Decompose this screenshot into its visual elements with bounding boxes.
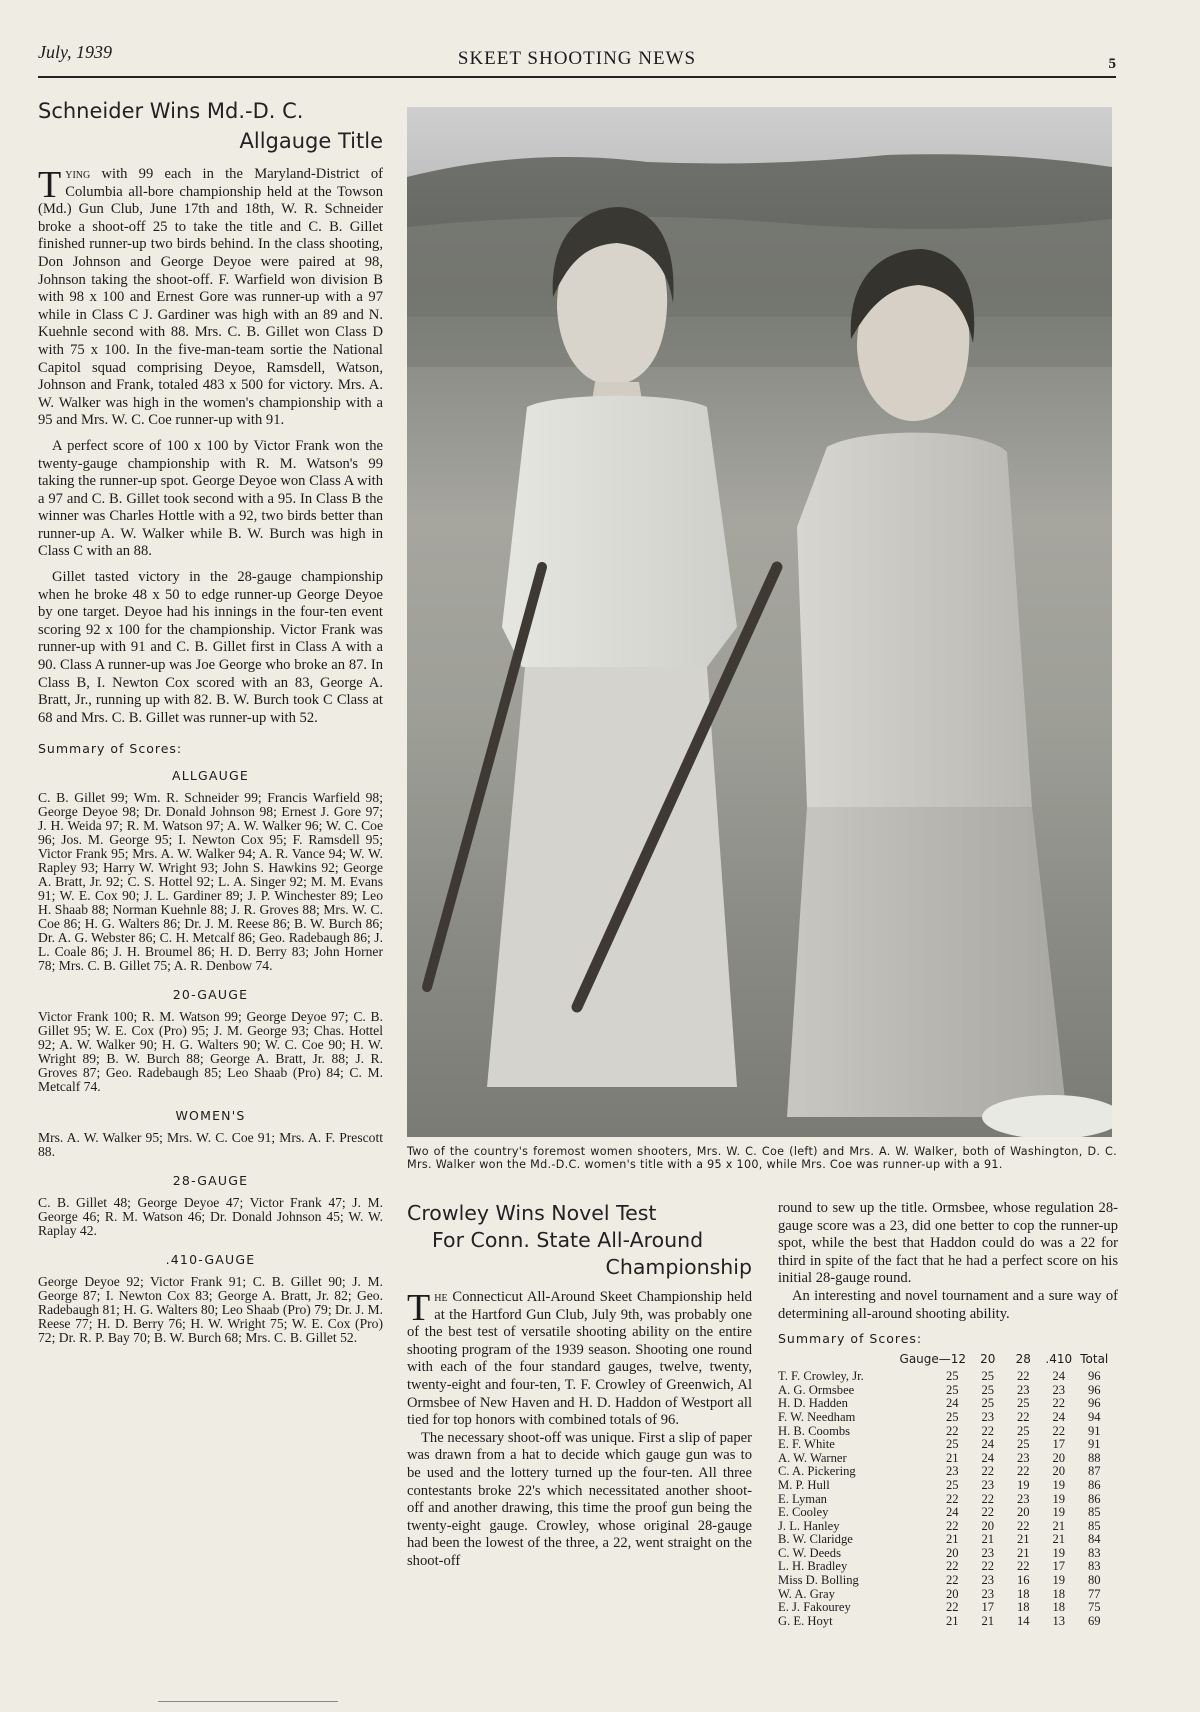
score-cell: 86 (1087, 1477, 1101, 1492)
score-cell: 69 (1087, 1613, 1101, 1628)
score-cell: 24 (981, 1450, 995, 1465)
score-cell: 18 (1016, 1600, 1030, 1615)
column-header-gauge-12: Gauge—12 (899, 1352, 967, 1367)
score-cell: 84 (1087, 1532, 1101, 1547)
score-cell: 20 (1016, 1505, 1030, 1520)
score-cell: 25 (946, 1409, 959, 1424)
score-cell: 24 (1052, 1369, 1066, 1384)
score-cell: 86 (1087, 1491, 1101, 1506)
score-cell: 21 (946, 1450, 959, 1465)
shooter-name: E. Lyman (778, 1491, 827, 1506)
article-crowley-continued (778, 1200, 1118, 1628)
score-cell: 23 (1016, 1450, 1030, 1465)
score-cell: 91 (1087, 1423, 1101, 1438)
score-cell: 22 (981, 1559, 995, 1574)
score-cell: 22 (981, 1464, 995, 1479)
score-cell: 20 (1052, 1450, 1066, 1465)
column-header-28: 28 (1015, 1352, 1031, 1367)
score-cell: 85 (1087, 1518, 1101, 1533)
table-row (778, 1601, 1112, 1615)
article-title-line-1: Crowley Wins Novel Test (407, 1201, 657, 1225)
score-cell: 88 (1087, 1450, 1101, 1465)
table-row (778, 1615, 1112, 1629)
article-body (407, 1289, 752, 1571)
table-row (778, 1425, 1112, 1439)
column-header-20: 20 (980, 1352, 996, 1367)
table-row (778, 1493, 1112, 1507)
paragraph: Gillet tasted victory in the 28-gauge championship when he broke 48 x 50 to edge runner-up George Deyoe by one target. Deyoe had his innings in the four-ten event scoring 92 x 100 for the championship. Victor Frank was runner-up with 91 and C. B. Gillet first in Class A with a 90. Class A runner-up was Joe George who broke an 87. In Class B, I. Newton Cox scored with an 83, George A. Bratt, Jr., running up with 82. B. W. Burch took C Class at 68 and Mrs. C. B. Gillet was runner-up with 52. (38, 569, 383, 726)
womens-scores: Mrs. A. W. Walker 95; Mrs. W. C. Coe 91; Mrs. A. F. Prescott 88. (38, 1130, 383, 1160)
410-gauge-heading: .410-GAUGE (165, 1252, 256, 1268)
score-cell: 25 (981, 1382, 995, 1397)
score-cell: 24 (946, 1396, 959, 1411)
paragraph: round to sew up the title. Ormsbee, whose regulation 28-gauge score was a 23, did one better to cop the runner-up spot, while the best that Haddon could do was a 22 for third in spite of the fact that he had a perfect score on his initial 28-gauge round. (778, 1200, 1118, 1287)
score-cell: 22 (1016, 1518, 1030, 1533)
score-cell: 25 (1016, 1423, 1030, 1438)
summary-heading: Summary of Scores: (778, 1331, 923, 1347)
score-cell: 25 (946, 1437, 959, 1452)
table-row (778, 1574, 1112, 1588)
score-cell: 83 (1087, 1559, 1101, 1574)
score-table-body (778, 1370, 1112, 1628)
table-row (778, 1560, 1112, 1574)
shooter-name: J. L. Hanley (778, 1518, 840, 1533)
score-cell: 25 (1016, 1437, 1030, 1452)
shooter-name: A. W. Warner (778, 1450, 847, 1465)
score-cell: 19 (1052, 1491, 1066, 1506)
score-cell: 25 (946, 1369, 959, 1384)
410-gauge-scores: George Deyoe 92; Victor Frank 91; C. B. Gillet 90; J. M. George 87; I. Newton Cox 83; George A. Bratt, Jr. 82; Geo. Radebaugh 81; H. G. Walters 80; Leo Shaab (Pro) 79; Dr. J. M. Reese 77; H. D. Berry 76; H. W. Wright 75; W. E. Cox (Pro) 72; Dr. R. P. Bay 70; B. W. Burch 68; Mrs. C. B. Gillet 52. (38, 1274, 383, 1346)
score-cell: 80 (1087, 1573, 1101, 1588)
article-title-line-2: For Conn. State All-Around (432, 1228, 704, 1252)
shooter-name: H. B. Coombs (778, 1423, 851, 1438)
table-row (778, 1479, 1112, 1493)
paragraph: The Connecticut All-Around Skeet Championship held at the Hartford Gun Club, July 9th, was probably one of the best test of versatile shooting ability on the entire shooting program of the 1939 season. Shooting one round with each of the four standard gauges, twelve, twenty, twenty-eight and four-ten, T. F. Crowley of Greenwich, Al Ormsbee of New Haven and H. D. Haddon of Westport all tied for top honors with combined totals of 96. (407, 1287, 752, 1429)
column-header-total: Total (1080, 1352, 1109, 1367)
score-cell: 23 (1016, 1382, 1030, 1397)
issue-date: July, 1939 (38, 42, 112, 62)
allgauge-scores: C. B. Gillet 99; Wm. R. Schneider 99; Francis Warfield 98; George Deyoe 98; Dr. Donald Johnson 98; Ernest J. Gore 97; J. H. Weida 97; R. M. Watson 97; A. W. Walker 96; W. C. Coe 96; Jos. M. George 95; I. Newton Cox 95; F. Ramsdell 95; Victor Frank 95; Mrs. A. W. Walker 94; A. R. Vance 94; W. W. Rapley 93; Harry W. Wright 93; John S. Hawkins 92; George A. Bratt, Jr. 92; C. S. Hottel 92; L. A. Singer 92; M. M. Evans 91; W. E. Cox 90; J. L. Gardiner 89; J. P. Winchester 89; Leo H. Shaab 88; Norman Kuehnle 88; J. R. Groves 88; Mrs. W. C. Coe 86; H. G. Walters 86; Dr. J. M. Reese 86; B. W. Burch 86; Dr. A. G. Webster 86; C. H. Metcalf 86; Geo. Radebaugh 86; J. L. Coale 86; J. H. Broumel 86; H. D. Berry 83; John Horner 78; Mrs. C. B. Gillet 75; A. R. Denbow 74. (38, 790, 383, 974)
score-cell: 21 (1016, 1532, 1030, 1547)
page-header (38, 40, 1116, 78)
table-row (778, 1384, 1112, 1398)
score-cell: 22 (981, 1423, 995, 1438)
photo-illustration (407, 107, 1112, 1137)
score-cell: 16 (1016, 1573, 1030, 1588)
score-cell: 22 (981, 1505, 995, 1520)
table-row (778, 1370, 1112, 1384)
shooter-name: B. W. Claridge (778, 1532, 853, 1547)
score-cell: 19 (1016, 1477, 1030, 1492)
score-cell: 21 (1052, 1518, 1066, 1533)
table-row (778, 1397, 1112, 1411)
28-gauge-scores: C. B. Gillet 48; George Deyoe 47; Victor Frank 47; J. M. George 46; R. M. Watson 46; Dr. Donald Johnson 45; W. W. Raplay 42. (38, 1195, 383, 1239)
shooter-name: M. P. Hull (778, 1477, 830, 1492)
score-cell: 22 (1016, 1369, 1030, 1384)
shooter-name: Miss D. Bolling (778, 1573, 859, 1588)
score-cell: 22 (1052, 1423, 1066, 1438)
score-cell: 96 (1087, 1369, 1101, 1384)
score-cell: 22 (1052, 1396, 1066, 1411)
shooter-name: E. F. White (778, 1437, 835, 1452)
summary-heading: Summary of Scores: (38, 741, 183, 757)
table-row (778, 1438, 1112, 1452)
article-body (38, 166, 383, 727)
score-cell: 23 (946, 1464, 959, 1479)
shooter-name: G. E. Hoyt (778, 1613, 833, 1628)
paragraph: The necessary shoot-off was unique. First a slip of paper was drawn from a hat to decide which gauge gun was to be used and the lottery turned up the four-ten. All three contestants broke 22's which necessitated another shoot-off and another drawing, this time the proof gun being the twenty-eight gauge. Crowley, whose original 28-gauge had been the lowest of the three, a 22, went straight on the shoot-off (407, 1429, 752, 1569)
score-cell: 83 (1087, 1545, 1101, 1560)
shooter-name: C. A. Pickering (778, 1464, 856, 1479)
score-cell: 19 (1052, 1505, 1066, 1520)
score-cell: 87 (1087, 1464, 1101, 1479)
20-gauge-scores: Victor Frank 100; R. M. Watson 99; George Deyoe 97; C. B. Gillet 95; W. E. Cox (Pro) 95; J. M. George 93; Chas. Hottel 92; A. W. Walker 90; H. G. Walters 90; W. C. Coe 90; H. W. Wright 89; B. W. Burch 88; George A. Bratt, Jr. 88; J. R. Groves 87; Geo. Radebaugh 85; Leo Shaab (Pro) 84; C. M. Metcalf 74. (38, 1009, 383, 1095)
score-cell: 21 (981, 1532, 995, 1547)
shooter-name: C. W. Deeds (778, 1545, 841, 1560)
score-cell: 22 (946, 1423, 959, 1438)
score-cell: 17 (1052, 1559, 1066, 1574)
shooter-name: W. A. Gray (778, 1586, 835, 1601)
score-cell: 25 (981, 1369, 995, 1384)
score-cell: 24 (946, 1505, 959, 1520)
article-schneider (38, 96, 383, 1345)
score-cell: 20 (946, 1545, 959, 1560)
allgauge-heading: ALLGAUGE (171, 768, 250, 784)
paragraph: A perfect score of 100 x 100 by Victor Frank won the twenty-gauge championship with R. M. Watson's 99 taking the runner-up spot. George Deyoe won Class A with a 97 and C. B. Gillet took second with a 95. In Class B the winner was Charles Hottle with a 92, two birds better than runner-up A. W. Walker while B. W. Burch was high in Class C with an 88. (38, 437, 383, 560)
28-gauge-heading: 28-GAUGE (172, 1173, 249, 1189)
score-cell: 24 (981, 1437, 995, 1452)
score-cell: 23 (981, 1409, 995, 1424)
score-cell: 21 (1016, 1545, 1030, 1560)
paragraph: An interesting and novel tournament and a sure way of determining all-around shooting ability. (778, 1287, 1118, 1322)
score-cell: 25 (1016, 1396, 1030, 1411)
score-cell: 91 (1087, 1437, 1101, 1452)
score-cell: 23 (1016, 1491, 1030, 1506)
score-cell: 18 (1016, 1586, 1030, 1601)
score-cell: 25 (946, 1477, 959, 1492)
article-title-line-2: Allgauge Title (239, 129, 383, 153)
score-cell: 23 (981, 1477, 995, 1492)
score-cell: 85 (1087, 1505, 1101, 1520)
20-gauge-heading: 20-GAUGE (172, 987, 249, 1003)
page-number: 5 (1108, 56, 1116, 72)
article-title-line-1: Schneider Wins Md.-D. C. (38, 99, 304, 123)
score-cell: 22 (946, 1491, 959, 1506)
shooter-name: E. J. Fakourey (778, 1600, 851, 1615)
score-cell: 22 (981, 1491, 995, 1506)
shooter-name: E. Cooley (778, 1505, 829, 1520)
score-cell: 22 (946, 1573, 959, 1588)
score-cell: 22 (946, 1518, 959, 1533)
photo-two-women-shooters (407, 107, 1112, 1137)
score-cell: 19 (1052, 1573, 1066, 1588)
column-header-410: .410 (1045, 1352, 1073, 1367)
table-row (778, 1465, 1112, 1479)
score-cell: 22 (946, 1559, 959, 1574)
shooter-name: L. H. Bradley (778, 1559, 848, 1574)
paragraph: Tying with 99 each in the Maryland-District of Columbia all-bore championship held at the Towson (Md.) Gun Club, June 17th and 18th, W. R. Schneider broke a shoot-off 25 to take the title and C. B. Gillet finished runner-up two birds behind. In the class shooting, Don Johnson and George Deyoe were paired at 98, Johnson taking the shoot-off. F. Warfield won division B with 98 x 100 and Ernest Gore was runner-up with a 97 while in Class C J. Gardiner was high with an 89 and N. Kuehnle second with 88. Mrs. C. B. Gillet won Class D with 75 x 100. In the five-man-team sortie the National Capitol squad comprising Deyoe, Ramsdell, Watson, Johnson and Frank, totaled 483 x 500 for victory. Mrs. A. W. Walker was high in the women's championship with a 95 and Mrs. W. C. Coe runner-up with 91. (38, 164, 383, 429)
article-body-continued (778, 1200, 1118, 1323)
table-row (778, 1533, 1112, 1547)
score-cell: 22 (1016, 1464, 1030, 1479)
shooter-name: T. F. Crowley, Jr. (778, 1369, 864, 1384)
shooter-name: A. G. Ormsbee (778, 1382, 855, 1397)
score-cell: 77 (1087, 1586, 1101, 1601)
article-title (407, 1200, 752, 1281)
photo-caption: Two of the country's foremost women shooters, Mrs. W. C. Coe (left) and Mrs. A. W. Walker, both of Washington, D. C. Mrs. Walker won the Md.-D.C. women's title with a 95 x 100, while Mrs. Coe was runner-up with a 91. (407, 1145, 1117, 1171)
score-cell: 75 (1087, 1600, 1101, 1615)
article-title (38, 96, 383, 156)
shooter-name: F. W. Needham (778, 1409, 856, 1424)
table-row (778, 1452, 1112, 1466)
article-title-line-3: Championship (605, 1255, 752, 1279)
score-table-header-row (778, 1350, 1112, 1370)
score-cell: 19 (1052, 1477, 1066, 1492)
score-cell: 23 (981, 1545, 995, 1560)
score-cell: 21 (946, 1613, 959, 1628)
score-cell: 21 (946, 1532, 959, 1547)
score-cell: 14 (1016, 1613, 1030, 1628)
score-cell: 94 (1087, 1409, 1101, 1424)
table-row (778, 1411, 1112, 1425)
score-cell: 19 (1052, 1545, 1066, 1560)
score-cell: 21 (981, 1613, 995, 1628)
publication-title: SKEET SHOOTING NEWS (457, 48, 697, 69)
score-cell: 20 (1052, 1464, 1066, 1479)
score-cell: 13 (1052, 1613, 1066, 1628)
score-cell: 17 (1052, 1437, 1066, 1452)
drop-cap: T (38, 164, 62, 206)
table-row (778, 1547, 1112, 1561)
score-cell: 20 (946, 1586, 959, 1601)
score-cell: 25 (981, 1396, 995, 1411)
score-cell: 25 (946, 1382, 959, 1397)
table-row (778, 1520, 1112, 1534)
score-cell: 22 (1016, 1559, 1030, 1574)
score-cell: 20 (981, 1518, 995, 1533)
table-row (778, 1588, 1112, 1602)
score-cell: 96 (1087, 1396, 1101, 1411)
score-cell: 23 (981, 1573, 995, 1588)
score-cell: 17 (981, 1600, 995, 1615)
score-cell: 23 (1052, 1382, 1066, 1397)
table-row (778, 1506, 1112, 1520)
womens-heading: WOMEN'S (175, 1108, 246, 1124)
score-cell: 22 (1016, 1409, 1030, 1424)
score-cell: 23 (981, 1586, 995, 1601)
score-cell: 24 (1052, 1409, 1066, 1424)
article-crowley (407, 1200, 752, 1571)
score-cell: 18 (1052, 1600, 1066, 1615)
score-table (778, 1350, 1112, 1628)
score-cell: 21 (1052, 1532, 1066, 1547)
shooter-name: H. D. Hadden (778, 1396, 848, 1411)
bottom-rule (158, 1701, 338, 1702)
score-cell: 18 (1052, 1586, 1066, 1601)
score-cell: 96 (1087, 1382, 1101, 1397)
drop-cap: T (407, 1287, 431, 1329)
score-cell: 22 (946, 1600, 959, 1615)
